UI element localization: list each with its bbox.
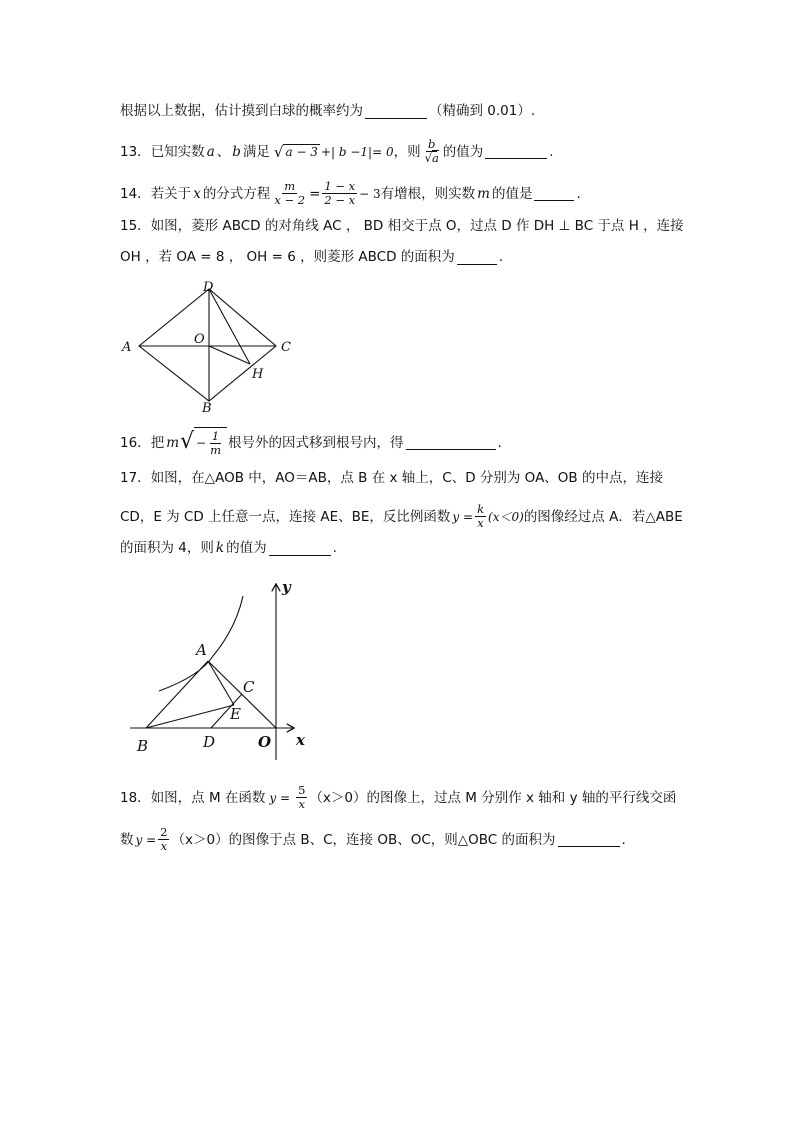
q16-var-m: m (166, 434, 179, 451)
q14-text-4: 的值是 (491, 185, 533, 202)
q16-neg: − (196, 436, 207, 450)
q15-text-1: 如图，菱形 ABCD 的对角线 AC ， BD 相交于点 O，过点 D 作 DH ⊥ BC 于点 H ，连接 (150, 218, 684, 234)
q18-text-2a: 数 (120, 831, 134, 848)
q14-text-2: 的分式方程 (202, 185, 271, 202)
q15-line-1 (120, 216, 684, 236)
rhombus-abcd (139, 289, 276, 401)
q18-answer-blank[interactable] (558, 832, 620, 847)
q17-end: . (332, 540, 337, 556)
q13-var-a: a (206, 143, 215, 160)
q13-text-4: 的值为 (442, 143, 484, 160)
q17-text-2b: 的图像经过点 A．若△ABE (523, 508, 683, 525)
label-b: B (202, 401, 212, 416)
q18-line-1 (120, 784, 676, 811)
q17-var-k: k (215, 540, 225, 556)
q18-f2-den: x (160, 839, 168, 853)
q18-end: . (621, 831, 626, 848)
q13-sep: 、 (216, 143, 231, 160)
q17-number: 17． (120, 470, 151, 486)
q18-fraction-1 (296, 784, 307, 811)
segment-dh (209, 289, 250, 364)
q13-frac-num: b (428, 137, 436, 151)
q17-cond: (x＜0) (488, 509, 524, 524)
q12-tail: （精确到 0.01）. (429, 103, 536, 119)
q14-f1-den: x − 2 (274, 193, 306, 207)
q17-line-2 (120, 503, 683, 530)
label-a: A (196, 641, 207, 659)
segment-ab (146, 661, 208, 728)
q13-line (120, 138, 554, 165)
q15-answer-blank[interactable] (457, 250, 497, 265)
label-e: E (230, 705, 241, 723)
q12-line (120, 101, 535, 121)
q17-line-1 (120, 468, 663, 488)
q12-text: 根据以上数据，估计摸到白球的概率约为 (120, 103, 363, 119)
q18-line-2 (120, 826, 626, 853)
q17-text-3b: 的值为 (226, 540, 267, 556)
q18-fraction-2 (158, 826, 169, 853)
q13-frac-den: √a (424, 151, 439, 165)
q13-number: 13． (120, 143, 151, 160)
label-o: O (258, 733, 272, 751)
q17-frac-den: x (477, 516, 484, 530)
q18-text-1a: 如图，点 M 在函数 (150, 789, 266, 806)
q13-fraction (423, 138, 441, 165)
q14-var-m: m (477, 185, 490, 202)
q18-text-2b: （x＞0）的图像于点 B、C，连接 OB、OC，则△OBC 的面积为 (171, 831, 556, 848)
q14-end: . (576, 185, 581, 202)
q13-text-1: 已知实数 (150, 143, 205, 160)
q13-end: . (549, 143, 554, 160)
q16-frac-num: 1 (211, 428, 220, 443)
q13-var-b: b (232, 143, 241, 160)
q14-f2-den: 2 − x (324, 193, 356, 207)
segment-oh (209, 346, 250, 364)
label-c: C (281, 340, 291, 355)
q14-answer-blank[interactable] (534, 186, 574, 201)
q14-f2-num: 1 − x (324, 179, 356, 193)
q17-text-2a: CD，E 为 CD 上任意一点，连接 AE、BE，反比例函数 (120, 508, 451, 525)
q18-f1-num: 5 (298, 783, 306, 797)
hyperbola-figure (125, 575, 320, 765)
q17-answer-blank[interactable] (269, 541, 331, 556)
q14-equals: = (309, 185, 321, 202)
q18-y-eq-2: y = (135, 832, 157, 847)
q14-text-1: 若关于 (150, 185, 192, 202)
q14-text-3: 有增根，则实数 (380, 185, 476, 202)
q14-fraction-1 (272, 180, 307, 207)
q16-sqrt: √ − $\frac{1}{m}$ (180, 427, 227, 458)
label-h: H (252, 367, 264, 382)
q17-frac-num: k (477, 502, 485, 516)
q14-minus3: − 3 (359, 186, 381, 201)
q16-end: . (497, 434, 502, 451)
q15-number: 15． (120, 218, 151, 234)
label-b: B (137, 737, 149, 755)
label-a: A (122, 340, 132, 355)
q16-answer-blank[interactable] (406, 435, 496, 450)
label-x: x (296, 731, 305, 749)
q14-f1-num: m (284, 179, 296, 193)
label-y: y (282, 578, 291, 596)
q16-text-1: 把 (150, 434, 165, 451)
label-d: D (203, 280, 214, 295)
q13-radicand: a − 3 (285, 144, 318, 159)
q16-text-2: 根号外的因式移到根号内，得 (228, 434, 404, 451)
q16-number: 16． (120, 434, 151, 451)
q16-line (120, 427, 502, 458)
q13-answer-blank[interactable] (485, 144, 547, 159)
q12-answer-blank[interactable] (365, 104, 427, 119)
q17-text-3a: 的面积为 4，则 (120, 540, 214, 556)
label-c: C (243, 678, 255, 696)
q18-f1-den: x (298, 797, 305, 811)
q13-text-3: ，则 (393, 143, 421, 160)
q13-sqrt: √ a − 3 (273, 142, 318, 161)
q17-y-eq: y = (452, 509, 474, 524)
q15-end: . (498, 249, 504, 265)
q13-text-2: 满足 (242, 143, 270, 160)
label-d: D (203, 733, 216, 751)
label-o: O (194, 332, 205, 347)
q18-text-1b: （x＞0）的图像上，过点 M 分别作 x 轴和 y 轴的平行线交函 (309, 789, 677, 806)
q13-abs: +| b −1|= 0 (320, 144, 394, 159)
q14-number: 14． (120, 185, 151, 202)
q18-number: 18． (120, 789, 151, 806)
q17-text-1: 如图，在△AOB 中，AO＝AB，点 B 在 x 轴上，C、D 分别为 OA、OB 的中点，连接 (150, 470, 663, 486)
q16-frac-den: m (210, 442, 221, 457)
rhombus-figure (115, 276, 305, 416)
q15-text-2: OH ，若 OA = 8 ， OH = 6 ，则菱形 ABCD 的面积为 (120, 249, 455, 265)
q17-line-3 (120, 538, 337, 558)
q17-fraction (475, 503, 486, 530)
q14-var-x: x (193, 185, 201, 202)
q14-fraction-2 (322, 180, 357, 207)
q16-fraction (208, 430, 223, 457)
q18-f2-num: 2 (160, 825, 168, 839)
q15-line-2 (120, 247, 503, 267)
q14-line (120, 180, 581, 207)
q18-y-eq-1: y = (269, 790, 291, 805)
